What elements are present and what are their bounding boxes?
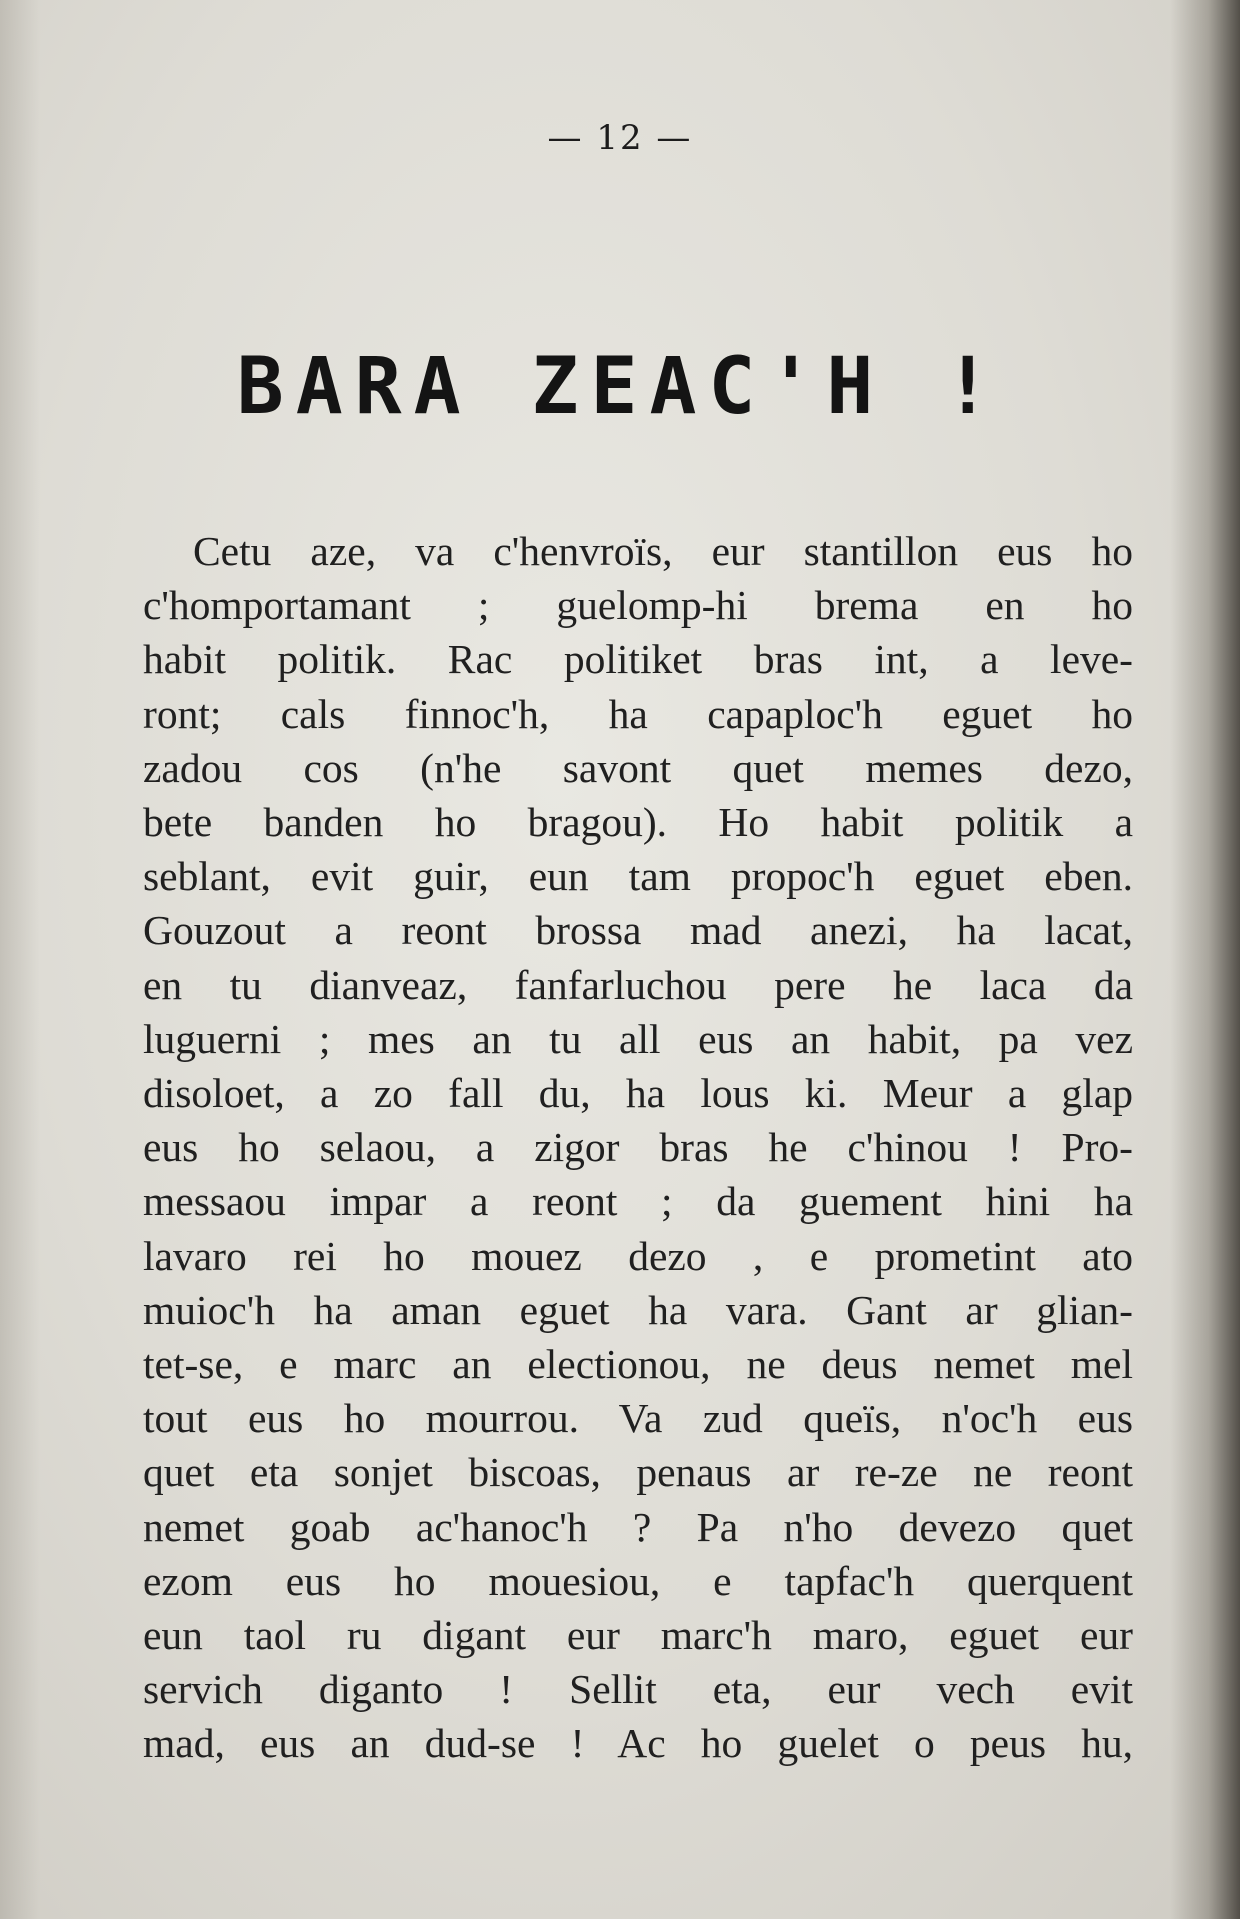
- text-line: en tu dianveaz, fanfarluchou pere he laca da: [143, 961, 1133, 1008]
- text-line: tout eus ho mourrou. Va zud queïs, n'oc'h eus: [143, 1395, 1133, 1442]
- text-line: eus ho selaou, a zigor bras he c'hinou ! Pro-: [143, 1124, 1133, 1171]
- text-line: ront; cals finnoc'h, ha capaploc'h eguet ho: [143, 690, 1133, 737]
- text-line: Gouzout a reont brossa mad anezi, ha lacat,: [143, 907, 1133, 954]
- text-line: seblant, evit guir, eun tam propoc'h eguet eben.: [143, 853, 1133, 900]
- body-text: [143, 524, 1133, 1771]
- text-line: muioc'h ha aman eguet ha vara. Gant ar glian-: [143, 1286, 1133, 1333]
- text-line: servich diganto ! Sellit eta, eur vech evit: [143, 1666, 1133, 1713]
- text-line: eun taol ru digant eur marc'h maro, eguet eur: [143, 1612, 1133, 1659]
- text-line: Cetu aze, va c'henvroïs, eur stantillon eus ho: [193, 528, 1133, 574]
- text-line: messaou impar a reont ; da guement hini ha: [143, 1178, 1133, 1225]
- text-line: nemet goab ac'hanoc'h ? Pa n'ho devezo quet: [143, 1503, 1133, 1550]
- text-line: zadou cos (n'he savont quet memes dezo,: [143, 744, 1133, 791]
- text-line: c'homportamant ; guelomp-hi brema en ho: [143, 582, 1133, 629]
- page-number: — 12 —: [547, 118, 693, 158]
- spine-shadow: [1170, 0, 1240, 1919]
- text-line: ezom eus ho mouesiou, e tapfac'h querquent: [143, 1557, 1133, 1604]
- text-line: bete banden ho bragou). Ho habit politik a: [143, 799, 1133, 846]
- text-line: luguerni ; mes an tu all eus an habit, pa vez: [143, 1015, 1133, 1062]
- text-line: mad, eus an dud-se ! Ac ho guelet o peus hu,: [143, 1720, 1133, 1767]
- text-line: lavaro rei ho mouez dezo , e prometint ato: [143, 1232, 1133, 1279]
- text-line: tet-se, e marc an electionou, ne deus nemet mel: [143, 1341, 1133, 1388]
- chapter-title: BARA ZEAC'H !: [236, 342, 1004, 432]
- text-line: disoloet, a zo fall du, ha lous ki. Meur a glap: [143, 1070, 1133, 1117]
- page-edge-shadow: [0, 0, 40, 1919]
- text-line: habit politik. Rac politiket bras int, a leve-: [143, 636, 1133, 683]
- text-line: quet eta sonjet biscoas, penaus ar re-ze ne reont: [143, 1449, 1133, 1496]
